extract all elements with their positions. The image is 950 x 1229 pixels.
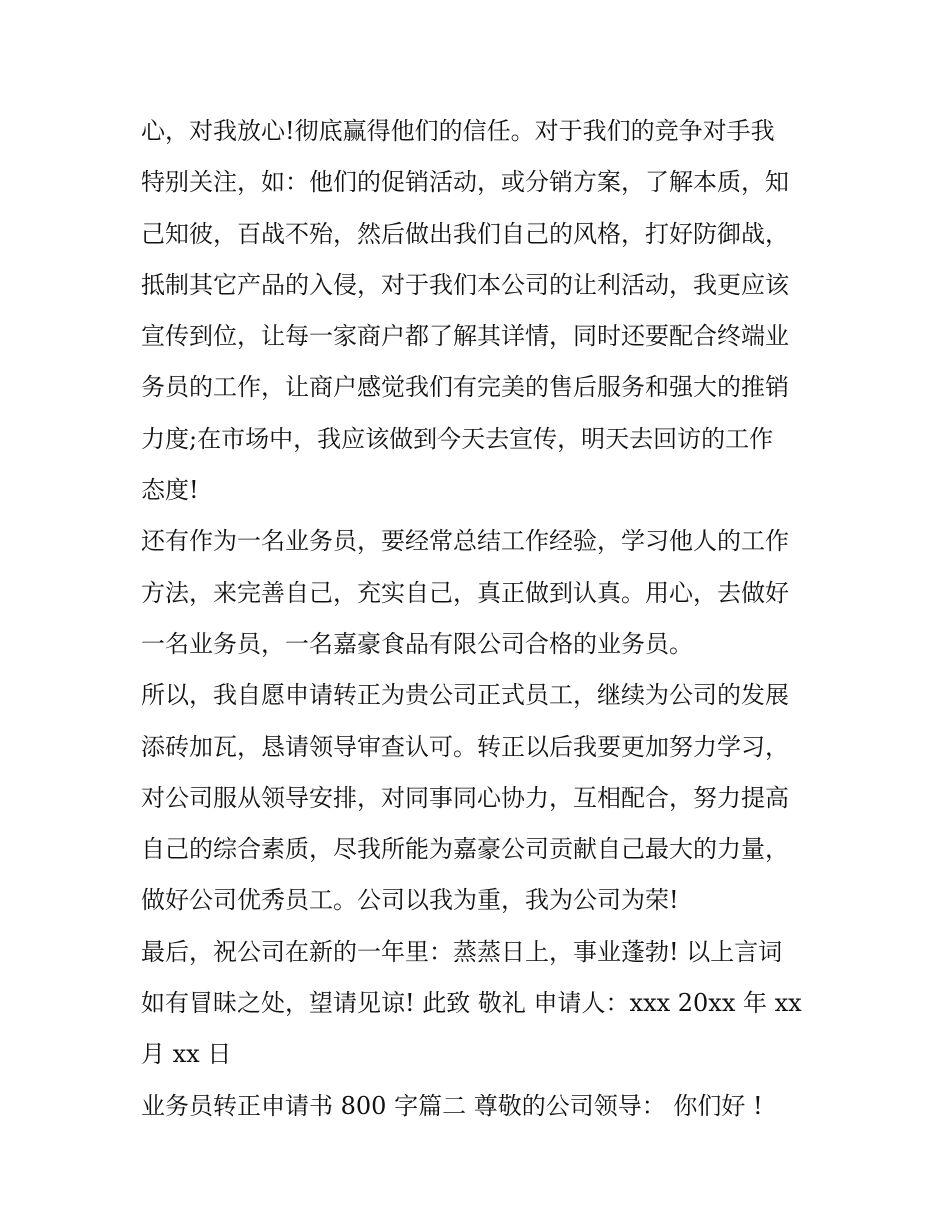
text-line: 态度! [141,476,199,505]
text-line: 自己的综合素质，尽我所能为嘉豪公司贡献自己最大的力量， [141,835,789,864]
text-line: 还有作为一名业务员，要经常总结工作经验，学习他人的工作 [141,527,789,556]
text-line: 业务员转正申请书 800 字篇二 尊敬的公司领导： 你们好 ! [141,1091,763,1120]
text-line: 方法，来完善自己，充实自己，真正做到认真。用心，去做好 [141,578,789,607]
text-line: 所以，我自愿申请转正为贵公司正式员工，继续为公司的发展 [141,681,789,710]
text-line: 宣传到位，让每一家商户都了解其详情，同时还要配合终端业 [141,322,789,351]
text-line: 特别关注，如：他们的促销活动，或分销方案，了解本质，知 [141,168,789,197]
text-line: 最后，祝公司在新的一年里：蒸蒸日上，事业蓬勃! 以上言词 [141,937,783,966]
text-line: 如有冒昧之处，望请见谅! 此致 敬礼 申请人：xxx 20xx 年 xx [141,989,802,1018]
text-line: 务员的工作，让商户感觉我们有完美的售后服务和强大的推销 [141,373,789,402]
text-line: 一名业务员，一名嘉豪食品有限公司合格的业务员。 [141,629,693,658]
text-line: 月 xx 日 [141,1040,232,1069]
text-line: 做好公司优秀员工。公司以我为重，我为公司为荣! [141,886,679,915]
text-line: 添砖加瓦，恳请领导审查认可。转正以后我要更加努力学习， [141,732,789,761]
text-line: 力度;在市场中，我应该做到今天去宣传，明天去回访的工作 [141,424,774,453]
document-body [141,106,821,1132]
text-line: 心，对我放心!彻底赢得他们的信任。对于我们的竞争对手我 [141,117,775,145]
text-line: 对公司服从领导安排，对同事同心协力，互相配合，努力提高 [141,783,789,812]
text-line: 己知彼，百战不殆，然后做出我们自己的风格，打好防御战， [141,219,789,248]
text-line: 抵制其它产品的入侵，对于我们本公司的让利活动，我更应该 [141,270,789,299]
